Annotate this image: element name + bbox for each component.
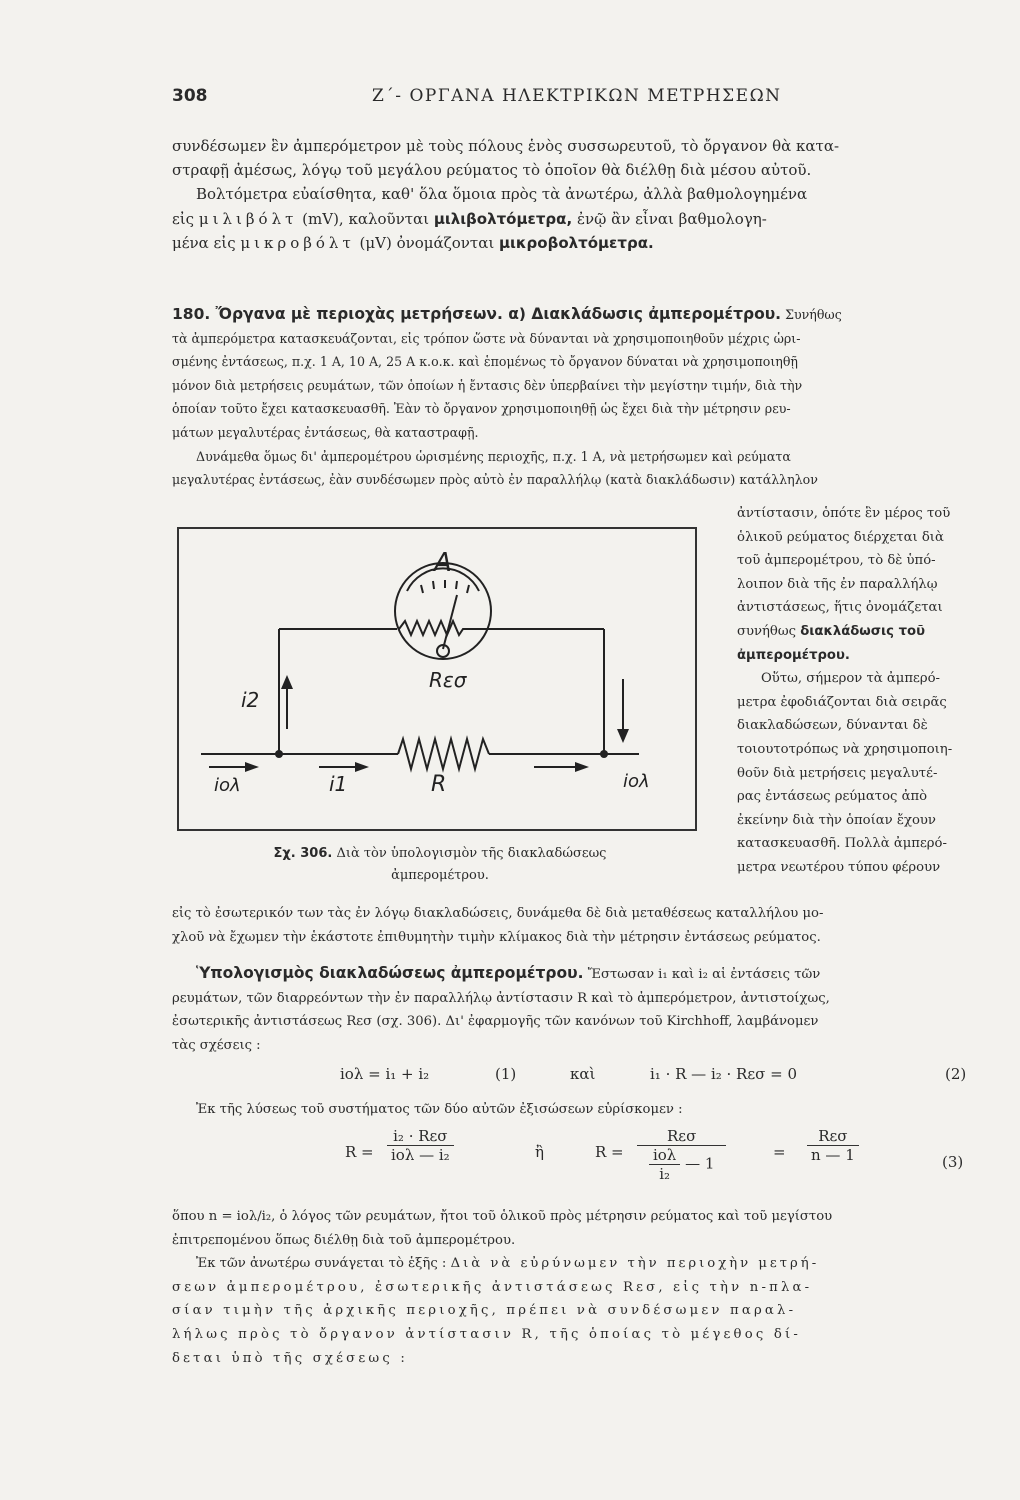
spaced-text: λήλως πρὸς τὸ ὄργανον ἀντίστασιν R, τῆς ὁποίας τὸ μέγεθος δί- — [172, 1326, 801, 1342]
text-span: συνήθως — [737, 623, 797, 639]
text-line: λοιπον διὰ τῆς ἐν παραλλήλῳ — [737, 576, 938, 592]
text-line: μεγαλυτέρας ἐντάσεως, ἐὰν συνδέσωμεν πρὸς αὐτὸ ἐν παραλλήλῳ (κατὰ διακλάδωσιν) κατάλληλον — [172, 472, 818, 488]
text-line: ὅπου n = iολ/i₂, ὁ λόγος τῶν ρευμάτων, ἤτοι τοῦ ὁλικοῦ πρὸς μέτρησιν ρεύματος καὶ τοῦ μεγίστου — [172, 1209, 833, 1224]
caption-label: Σχ. 306. — [273, 846, 333, 861]
eq-lhs: R = — [595, 1143, 624, 1161]
numerator: i₂ · Rεσ — [387, 1127, 454, 1146]
intro-paragraph — [172, 134, 1004, 255]
fraction-c — [807, 1127, 859, 1164]
spaced-term: μικροβόλτ — [240, 233, 355, 252]
text-line: Οὕτω, σήμερον τὰ ἀμπερό- — [761, 671, 940, 687]
text-line: ὁλικοῦ ρεύματος διέρχεται διὰ — [737, 529, 944, 545]
inner-fraction — [649, 1146, 680, 1183]
text-line: συνδέσωμεν ἓν ἀμπερόμετρον μὲ τοὺς πόλους ἑνὸς συσσωρευτοῦ, τὸ ὄργανον θὰ κατα- — [172, 137, 840, 155]
figure-306-frame — [177, 527, 697, 831]
calc-heading-line — [172, 962, 1004, 987]
text-line: ρευμάτων, τῶν διαρρεόντων τὴν ἐν παραλλήλῳ ἀντίστασιν R καὶ τὸ ἀμπερόμετρον, ἀντιστοίχως, — [172, 990, 830, 1006]
text-line: μόνον διὰ μετρήσεις ρευμάτων, τῶν ὁποίων ἡ ἔντασις δὲν ὑπερβαίνει τὴν μεγίστην τιμήν, διὰ τὴν — [172, 377, 803, 393]
text-line: ἐπιτρεπομένου ὅπως διέλθῃ διὰ τοῦ ἀμπερομέτρου. — [172, 1232, 516, 1248]
section-heading-line — [172, 303, 1004, 327]
text-line: ἐκείνην διὰ τὴν ὁποίαν ἔχουν — [737, 812, 936, 828]
numerator: Rεσ — [637, 1127, 726, 1146]
text-line: διακλαδώσεων, δύνανται δὲ — [737, 718, 928, 734]
running-header: Ζ΄- ΟΡΓΑΝΑ ΗΛΕΚΤΡΙΚΩΝ ΜΕΤΡΗΣΕΩΝ — [372, 86, 782, 106]
section-180 — [172, 303, 1004, 492]
text-line: ἀντιστάσεως, ἥτις ὀνομάζεται — [737, 600, 943, 616]
equation-number: (3) — [942, 1153, 964, 1171]
calc-heading: Ὑπολογισμὸς διακλαδώσεως ἀμπερομέτρου. — [196, 964, 584, 982]
equation-1: iολ = i₁ + i₂ — [340, 1065, 430, 1083]
text-line: Δυνάμεθα ὅμως δι' ἀμπερομέτρου ὡρισμένης περιοχῆς, π.χ. 1 A, νὰ μετρήσωμεν καὶ ρεύματα — [196, 448, 791, 464]
text-line: χλοῦ νὰ ἔχωμεν τὴν ἑκάστοτε ἐπιθυμητὴν τιμὴν κλίμακος διὰ τὴν μέτρησιν ἐντάσεως ρεύματος. — [172, 929, 821, 945]
conjunction: καὶ — [570, 1065, 596, 1083]
solution-intro — [172, 1098, 1004, 1122]
text-line: τὰς σχέσεις : — [172, 1037, 261, 1053]
text-line — [172, 1252, 1004, 1276]
numerator: iολ — [649, 1146, 680, 1165]
label-iol-left: iολ — [214, 775, 241, 796]
denominator: iολ — i₂ — [391, 1146, 450, 1164]
side-column — [737, 502, 1005, 880]
equation-3 — [345, 1125, 985, 1205]
caption-text: ἀμπερομέτρου. — [391, 868, 489, 883]
label-R: R — [431, 772, 447, 797]
text-line: ἐσωτερικῆς ἀντιστάσεως Rεσ (σχ. 306). Δι' ἐφαρμογῆς τῶν κανόνων τοῦ Kirchhoff, λαμβάνομεν — [172, 1014, 819, 1030]
text-span: μένα εἰς — [172, 233, 236, 252]
text-line — [172, 207, 1004, 231]
text-line: ρας ἐντάσεως ρεύματος ἀπὸ — [737, 789, 928, 805]
conjunction-or: ἢ — [535, 1143, 544, 1161]
denominator — [637, 1146, 726, 1183]
text-span: ἐνῷ ἂν εἶναι βαθμολογη- — [576, 209, 767, 228]
bold-term: μιλιβολτόμετρα, — [433, 209, 573, 228]
text-line: κατασκευασθῆ. Πολλὰ ἀμπερό- — [737, 836, 947, 852]
text-span: Συνήθως — [785, 307, 842, 322]
text-span: εἰς — [172, 209, 195, 228]
section-heading: 180. Ὄργανα μὲ περιοχὰς μετρήσεων. α) Διακλάδωσις ἀμπερομέτρου. — [172, 305, 782, 323]
spaced-text: δεται ὑπὸ τῆς σχέσεως : — [172, 1350, 408, 1366]
calc-paragraph — [172, 962, 1004, 1057]
equation-2: i₁ · R — i₂ · Rεσ = 0 — [650, 1065, 798, 1083]
text-line: τοῦ ἀμπερομέτρου, τὸ δὲ ὑπό- — [737, 553, 936, 569]
eq-lhs: R = — [345, 1143, 374, 1161]
text-line — [737, 620, 1005, 644]
equation-number: (2) — [945, 1065, 967, 1083]
caption-line — [205, 843, 675, 865]
text-line: ὁποίαν τοῦτο ἔχει κατασκευασθῆ. Ἐὰν τὸ ὄργανον χρησιμοποιηθῇ ὡς ἔχει διὰ τὴν μέτρησιν ρευ- — [172, 401, 791, 417]
text-line: τὰ ἀμπερόμετρα κατασκευάζονται, εἰς τρόπον ὥστε νὰ δύνανται νὰ χρησιμοποιηθοῦν μέχρις ὡρι- — [172, 330, 801, 346]
bold-term: διακλάδωσις τοῦ — [800, 623, 925, 639]
text-line: εἰς τὸ ἐσωτερικόν των τὰς ἐν λόγῳ διακλαδώσεις, δυνάμεθα δὲ διὰ μεταθέσεως καταλλήλου μο- — [172, 906, 824, 921]
text-line: στραφῇ ἀμέσως, λόγῳ τοῦ μεγάλου ρεύματος τὸ ὁποῖον θὰ διέλθῃ διὰ μέσου αὐτοῦ. — [172, 161, 812, 180]
text-line: μάτων μεγαλυτέρας ἐντάσεως, θὰ καταστραφῇ. — [172, 424, 479, 440]
text-span: Ἐκ τῶν ἀνωτέρω συνάγεται τὸ ἑξῆς : — [196, 1256, 447, 1272]
equation-number: (1) — [495, 1065, 517, 1083]
spaced-text: σεων ἀμπερομέτρου, ἐσωτερικῆς ἀντιστάσεως Rεσ, εἰς τὴν n-πλα- — [172, 1279, 813, 1295]
label-i2: i2 — [241, 688, 260, 712]
caption-text: Διὰ τὸν ὑπολογισμὸν τῆς διακλαδώσεως — [336, 846, 607, 861]
denominator: n — 1 — [811, 1146, 855, 1164]
equals-sign: = — [773, 1143, 786, 1161]
numerator: Rεσ — [807, 1127, 859, 1146]
label-iol-right: iολ — [623, 771, 650, 792]
text-line: Ἐκ τῆς λύσεως τοῦ συστήματος τῶν δύο αὐτῶν ἐξισώσεων εὑρίσκομεν : — [196, 1102, 683, 1117]
bold-term: μικροβολτόμετρα. — [499, 233, 654, 252]
spaced-text: σίαν τιμὴν τῆς ἀρχικῆς περιοχῆς, πρέπει νὰ συνδέσωμεν παραλ- — [172, 1303, 797, 1319]
text-line: Βολτόμετρα εὐαίσθητα, καθ' ὅλα ὅμοια πρὸς τὰ ἀνωτέρω, ἀλλὰ βαθμολογημένα — [196, 185, 808, 204]
spaced-term: μιλιβόλτ — [198, 209, 298, 228]
text-line: σμένης ἐντάσεως, π.χ. 1 A, 10 A, 25 A κ.ο.κ. καὶ ἑπομένως τὸ ὄργανον δύναται νὰ χρησιμοποιηθῇ — [172, 354, 798, 370]
page-number: 308 — [172, 86, 208, 106]
figure-caption — [205, 843, 675, 887]
text-line: θοῦν διὰ μετρήσεις μεγαλυτέ- — [737, 765, 938, 781]
equations-1-2 — [340, 1065, 980, 1089]
text-span: (mV), καλοῦνται — [302, 209, 430, 228]
text-line: τοιουτοτρόπως νὰ χρησιμοποιη- — [737, 741, 953, 757]
after-figure-paragraph — [172, 902, 1004, 949]
text-line: ἀντίστασιν, ὁπότε ἓν μέρος τοῦ — [737, 506, 951, 521]
bold-term: ἀμπερομέτρου. — [737, 647, 850, 663]
minus-one: — 1 — [685, 1154, 715, 1173]
label-ammeter-A: A — [434, 548, 452, 578]
text-span: Ἔστωσαν i₁ καὶ i₂ αἱ ἐντάσεις τῶν — [587, 967, 821, 982]
shunt-circuit-diagram — [179, 529, 695, 829]
spaced-text: Διὰ νὰ εὐρύνωμεν τὴν περιοχὴν μετρή- — [450, 1256, 820, 1272]
fraction-a — [387, 1127, 454, 1164]
text-span: (μV) ὀνομάζονται — [359, 233, 495, 252]
text-line: μετρα νεωτέρου τύπου φέρουν — [737, 859, 941, 875]
text-line — [172, 231, 1004, 255]
denominator: i₂ — [659, 1165, 671, 1183]
conclusion-paragraph — [172, 1205, 1004, 1370]
label-i1: i1 — [329, 772, 348, 796]
text-line: μετρα ἐφοδιάζονται διὰ σειρᾶς — [737, 694, 947, 710]
fraction-b — [637, 1127, 726, 1183]
label-Res: Rεσ — [429, 668, 467, 692]
